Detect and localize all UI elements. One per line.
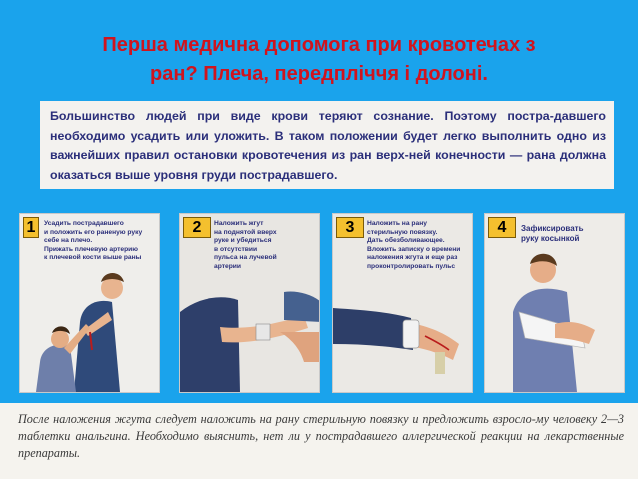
step-panel-3 <box>332 213 473 393</box>
step-number-badge: 2 <box>183 217 211 238</box>
step-3-text: Наложить на рану стерильную повязку. Дать обезболивающее. Вложить записку о времени наложения жгута и еще раз проконтролировать пульс <box>367 220 461 270</box>
step-number-badge: 4 <box>488 217 516 238</box>
bottom-note-box <box>0 403 638 479</box>
step-panel-4 <box>484 213 625 393</box>
step-2-text: Наложить жгут на поднятой вверх руке и убедиться в отсутствии пульса на лучевой артерии <box>214 220 277 270</box>
step-panel-1 <box>19 213 160 393</box>
intro-text: Большинство людей при виде крови теряют сознание. Поэтому постра-давшего необходимо усадить или уложить. В таком положении будет легко выполнить одно из важнейших правил остановки кровотечения из ран верх-ней конечности — рана должна оказаться выше уровня груди пострадавшего. <box>50 109 606 182</box>
bottom-note-text: После наложения жгута следует наложить на рану стерильную повязку и предложить взросло-му человеку 2—3 таблетки анальгина. Необходимо выяснить, нет ли у пострадавшего аллергической реакции на лекарственные препараты. <box>18 412 624 460</box>
step-number-badge: 3 <box>336 217 364 238</box>
step-number-badge: 1 <box>23 217 39 238</box>
slide-title <box>0 31 638 89</box>
step-panel-2 <box>179 213 320 393</box>
step-4-text: Зафиксировать руку косынкой <box>521 224 584 243</box>
intro-box <box>40 101 614 189</box>
step-1-text: Усадить пострадавшего и положить его раненую руку себе на плечо. Прижать плечевую артерию к плечевой кости выше раны <box>44 220 143 262</box>
slide-title-line-2: ран? Плеча, передпліччя і долоні. <box>150 63 488 85</box>
slide-title-line-1: Перша медична допомога при кровотечах з <box>102 34 536 56</box>
